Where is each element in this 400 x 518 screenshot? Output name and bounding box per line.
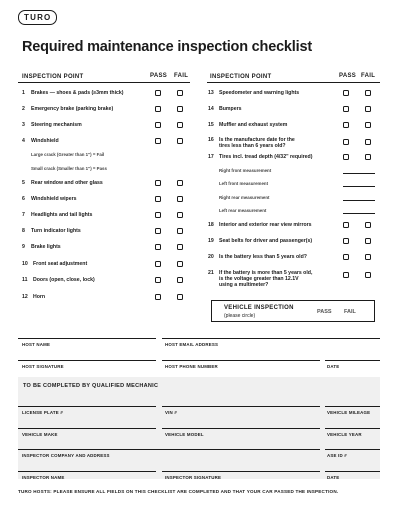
left-col-pass: PASS: [150, 73, 168, 79]
item-label: [219, 154, 312, 160]
item-number: 17: [208, 154, 214, 160]
fail-checkbox[interactable]: [365, 222, 371, 228]
fail-checkbox[interactable]: [177, 277, 183, 283]
inspector-name-label: INSPECTOR NAME: [22, 475, 65, 480]
tire-measurement-label: Right front measurement: [219, 168, 272, 173]
fail-checkbox[interactable]: [177, 244, 183, 250]
vehicle-inspection-pass[interactable]: PASS: [317, 309, 332, 315]
fail-checkbox[interactable]: [365, 272, 371, 278]
left-header-divider: [18, 82, 190, 83]
turo-logo: TURO: [18, 10, 57, 25]
item-number: 18: [208, 222, 214, 228]
pass-checkbox[interactable]: [155, 138, 161, 144]
fail-checkbox[interactable]: [177, 106, 183, 112]
pass-checkbox[interactable]: [343, 154, 349, 160]
item-number: 8: [22, 228, 25, 234]
fail-checkbox[interactable]: [365, 122, 371, 128]
ase-id-line[interactable]: [325, 449, 380, 450]
item-label-line: Seat belts for driver and passenger(s): [219, 238, 313, 244]
license-plate-line[interactable]: [18, 406, 156, 407]
item-label-line: Is the battery less than 5 years old?: [219, 254, 307, 260]
item-number: 13: [208, 90, 214, 96]
vehicle-year-label: VEHICLE YEAR: [327, 432, 362, 437]
pass-checkbox[interactable]: [155, 244, 161, 250]
item-label: [219, 106, 242, 112]
pass-checkbox[interactable]: [343, 122, 349, 128]
host-email-line[interactable]: [162, 338, 380, 339]
fail-checkbox[interactable]: [177, 180, 183, 186]
item-label: [31, 138, 59, 144]
pass-checkbox[interactable]: [155, 90, 161, 96]
item-label: [219, 137, 295, 149]
tire-measurement-line[interactable]: [343, 173, 375, 174]
pass-checkbox[interactable]: [343, 90, 349, 96]
inspector-signature-line[interactable]: [162, 471, 320, 472]
host-phone-line[interactable]: [162, 360, 320, 361]
item-number: 9: [22, 244, 25, 250]
item-label: [219, 270, 312, 289]
item-label-line: Emergency brake (parking brake): [31, 106, 114, 112]
host-name-line[interactable]: [18, 338, 156, 339]
item-label: [31, 228, 81, 234]
pass-checkbox[interactable]: [155, 106, 161, 112]
pass-checkbox[interactable]: [155, 212, 161, 218]
host-name-label: HOST NAME: [22, 342, 51, 347]
item-number: 16: [208, 137, 214, 143]
item-label-line: If the battery is more than 5 years old,: [219, 270, 313, 276]
item-label: [31, 212, 92, 218]
right-col-pass: PASS: [339, 73, 357, 79]
host-date-label: DATE: [327, 364, 340, 369]
vehicle-inspection-title: VEHICLE INSPECTION: [224, 305, 294, 311]
item-label-line: Tires incl. tread depth (4/32" required): [219, 154, 313, 160]
item-label-line: Speedometer and warning lights: [219, 90, 300, 96]
pass-checkbox[interactable]: [155, 196, 161, 202]
inspector-company-label: INSPECTOR COMPANY AND ADDRESS: [22, 453, 110, 458]
item-label: [33, 261, 87, 267]
pass-checkbox[interactable]: [155, 228, 161, 234]
vehicle-make-line[interactable]: [18, 428, 156, 429]
item-label: [219, 254, 307, 260]
item-label: [31, 106, 113, 112]
pass-checkbox[interactable]: [343, 272, 349, 278]
item-label-line: Windshield: [31, 138, 59, 144]
item-label-line: Brake lights: [31, 244, 61, 250]
pass-checkbox[interactable]: [155, 294, 161, 300]
item-number: 21: [208, 270, 214, 276]
pass-checkbox[interactable]: [343, 254, 349, 260]
windshield-note-small: Small crack (Smaller than 1") = Pass: [31, 166, 107, 171]
tire-measurement-label: Left rear measurement: [219, 208, 267, 213]
tire-measurement-line[interactable]: [343, 200, 375, 201]
host-signature-label: HOST SIGNATURE: [22, 364, 64, 369]
item-label-line: Bumpers: [219, 106, 242, 112]
pass-checkbox[interactable]: [155, 261, 161, 267]
page-title: Required maintenance inspection checklist: [22, 39, 312, 55]
tire-measurement-line[interactable]: [343, 213, 375, 214]
pass-checkbox[interactable]: [343, 222, 349, 228]
item-number: 15: [208, 122, 214, 128]
right-col-inspection-point: INSPECTION POINT: [210, 74, 272, 80]
item-label: [31, 196, 77, 202]
fail-checkbox[interactable]: [365, 90, 371, 96]
item-number: 4: [22, 138, 25, 144]
fail-checkbox[interactable]: [177, 212, 183, 218]
fail-checkbox[interactable]: [365, 238, 371, 244]
item-label-line: is the voltage greater than 12.1V: [219, 276, 299, 283]
inspector-name-line[interactable]: [18, 471, 156, 472]
item-label-line: Doors (open, close, lock): [33, 277, 95, 283]
item-label-line: using a multimeter?: [219, 282, 269, 289]
host-date-line[interactable]: [325, 360, 380, 361]
windshield-note-large: Large crack (Greater than 1") = Fail: [31, 152, 105, 157]
item-label-line: Rear window and other glass: [31, 180, 103, 186]
tire-measurement-label: Left front measurement: [219, 181, 269, 186]
vehicle-mileage-line[interactable]: [325, 406, 380, 407]
fail-checkbox[interactable]: [177, 122, 183, 128]
vehicle-mileage-label: VEHICLE MILEAGE: [327, 410, 371, 415]
item-number: 20: [208, 254, 214, 260]
item-label: [31, 180, 103, 186]
item-label: [31, 90, 124, 96]
item-label-line: Front seat adjustment: [33, 261, 88, 267]
host-phone-label: HOST PHONE NUMBER: [165, 364, 218, 369]
item-label-line: Steering mechanism: [31, 122, 82, 128]
pass-checkbox[interactable]: [343, 238, 349, 244]
item-label: [219, 122, 287, 128]
vehicle-inspection-subtitle: (please circle): [224, 313, 256, 319]
item-label: [219, 222, 312, 228]
item-label: [31, 122, 82, 128]
item-number: 3: [22, 122, 25, 128]
item-number: 10: [22, 261, 28, 267]
fail-checkbox[interactable]: [177, 90, 183, 96]
license-plate-label: LICENSE PLATE #: [22, 410, 63, 415]
mechanic-heading: TO BE COMPLETED BY QUALIFIED MECHANIC: [23, 383, 159, 389]
vehicle-inspection-fail[interactable]: FAIL: [344, 309, 356, 315]
fail-checkbox[interactable]: [177, 196, 183, 202]
host-email-label: HOST EMAIL ADDRESS: [165, 342, 219, 347]
vin-line[interactable]: [162, 406, 320, 407]
item-label: [219, 90, 299, 96]
fail-checkbox[interactable]: [177, 138, 183, 144]
host-signature-line[interactable]: [18, 360, 156, 361]
item-label: [33, 294, 45, 300]
item-label-line: Muffler and exhaust system: [219, 122, 288, 128]
vehicle-make-label: VEHICLE MAKE: [22, 432, 58, 437]
left-col-inspection-point: INSPECTION POINT: [22, 74, 84, 80]
item-number: 12: [22, 294, 28, 300]
fail-checkbox[interactable]: [365, 154, 371, 160]
item-number: 5: [22, 180, 25, 186]
item-label-line: Interior and exterior rear view mirrors: [219, 222, 312, 228]
vehicle-inspection-box: [211, 300, 375, 322]
fail-checkbox[interactable]: [177, 294, 183, 300]
vehicle-year-line[interactable]: [325, 428, 380, 429]
item-label: [219, 238, 312, 244]
item-label-line: Turn indicator lights: [31, 228, 81, 234]
item-number: 7: [22, 212, 25, 218]
item-number: 2: [22, 106, 25, 112]
pass-checkbox[interactable]: [155, 122, 161, 128]
item-label-line: Horn: [33, 294, 46, 300]
inspector-signature-label: INSPECTOR SIGNATURE: [165, 475, 222, 480]
vin-label: VIN #: [165, 410, 177, 415]
vehicle-model-line[interactable]: [162, 428, 320, 429]
item-label-line: Is the manufacture date for the: [219, 137, 295, 143]
tire-measurement-label: Right rear measurement: [219, 195, 270, 200]
left-col-fail: FAIL: [174, 73, 189, 79]
item-number: 19: [208, 238, 214, 244]
item-label-line: Headlights and tail lights: [31, 212, 93, 218]
fail-checkbox[interactable]: [177, 228, 183, 234]
item-label-line: Brakes — shoes & pads (≥3mm thick): [31, 90, 124, 96]
tire-measurement-line[interactable]: [343, 186, 375, 187]
vehicle-model-label: VEHICLE MODEL: [165, 432, 204, 437]
item-label: [33, 277, 95, 283]
item-label-line: tires less than 6 years old?: [219, 143, 286, 150]
item-number: 6: [22, 196, 25, 202]
inspector-date-line[interactable]: [325, 471, 380, 472]
fail-checkbox[interactable]: [365, 139, 371, 145]
inspector-date-label: DATE: [327, 475, 340, 480]
pass-checkbox[interactable]: [343, 106, 349, 112]
pass-checkbox[interactable]: [155, 180, 161, 186]
item-label: [31, 244, 61, 250]
footer-note: TURO HOSTS: PLEASE ENSURE ALL FIELDS ON THIS CHECKLIST ARE COMPLETED AND THAT YOUR CAR PASSED THE INSPECTION.: [18, 489, 339, 494]
pass-checkbox[interactable]: [343, 139, 349, 145]
item-number: 11: [22, 277, 28, 283]
fail-checkbox[interactable]: [177, 261, 183, 267]
right-header-divider: [207, 82, 380, 83]
fail-checkbox[interactable]: [365, 254, 371, 260]
item-number: 14: [208, 106, 214, 112]
item-label-line: Windshield wipers: [31, 196, 77, 202]
pass-checkbox[interactable]: [155, 277, 161, 283]
ase-id-label: ASE ID #: [327, 453, 347, 458]
inspector-company-line[interactable]: [18, 449, 320, 450]
fail-checkbox[interactable]: [365, 106, 371, 112]
right-col-fail: FAIL: [361, 73, 376, 79]
item-number: 1: [22, 90, 25, 96]
